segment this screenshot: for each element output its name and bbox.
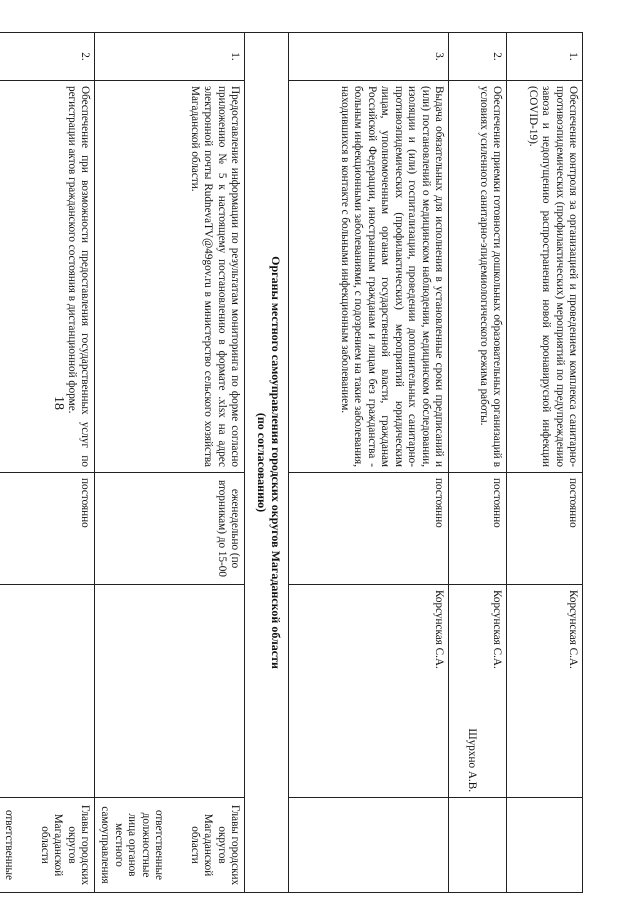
- empty-cell: [95, 585, 245, 798]
- measure-text: Обеспечение приемки готовности дошкольных образовательных организаций в условиях усиленного санитарно-эпидемиологического режима работы.: [449, 81, 507, 473]
- responsible-heads: Главы городских округов Магаданской области: [188, 804, 241, 886]
- responsible-person: Корсунская С.А.: [433, 590, 445, 669]
- measure-text: Обеспечение контроля за организацией и проведением комплекса санитарно-противоэпидемических (профилактических) мероприятий по предупреждению завоза и недопущению распространения новой коронавирусной инфекции (COVID-19).: [507, 81, 583, 473]
- responsible-person: Шурхно А.В.: [465, 728, 478, 792]
- responsible-officials: ответственные должностные лица органов местного самоуправления: [99, 806, 166, 884]
- section-title: Органы местного самоуправления городских округов Магаданской области: [269, 256, 283, 669]
- empty-cell: [449, 798, 507, 893]
- row-number: 1.: [95, 33, 245, 81]
- period-cell: постоянно: [0, 473, 95, 585]
- measures-table: [0, 32, 583, 893]
- section-header-row: [245, 33, 289, 893]
- measure-text: Обеспечение при возможности предоставления государственных услуг по регистрации актов гражданского состояния в дистанционной форме.: [0, 81, 95, 473]
- period-cell: постоянно: [289, 473, 449, 585]
- responsible-person: Корсунская С.А.: [491, 590, 503, 669]
- responsible-heads: Главы городских округов Магаданской области: [38, 804, 92, 886]
- empty-cell: [289, 798, 449, 893]
- responsible-officials: ответственные: [3, 809, 16, 881]
- table-row: [507, 33, 583, 893]
- row-number: 1.: [507, 33, 583, 81]
- period-cell: постоянно: [507, 473, 583, 585]
- empty-cell: [0, 585, 95, 798]
- table-row: [0, 33, 95, 893]
- table-row: [289, 33, 449, 893]
- table-row: [449, 33, 507, 893]
- section-subtitle: (по согласованию): [254, 412, 269, 513]
- empty-cell: [507, 798, 583, 893]
- responsible-person: Корсунская С.А.: [567, 590, 579, 669]
- responsible-cell: [0, 798, 95, 893]
- responsible-cell: [449, 585, 507, 798]
- row-number: 3.: [289, 33, 449, 81]
- period-cell: постоянно: [449, 473, 507, 585]
- row-number: 2.: [0, 33, 95, 81]
- period-cell: еженедельно (по вторникам) до 15-00: [95, 473, 245, 585]
- row-number: 2.: [449, 33, 507, 81]
- responsible-cell: [289, 585, 449, 798]
- page-number: 18: [51, 396, 66, 410]
- responsible-cell: [95, 798, 245, 893]
- measure-text: Выдача обязательных для исполнения в установленные сроки предписаний и (или) постановлений о медицинском наблюдении, медицинском обследовании, изоляции и (или) госпитализации, проведении дополнительных санитарно-противоэпидемических (профилактических) мероприятий юридическим лицам, уполномоченным органам государственной власти, гражданам Российской Федерации, иностранным гражданам и лицам без гражданства - больным инфекционными заболеваниями, с подозрением на такие заболевания, находившихся в контакте с больными инфекционным заболеванием.: [289, 81, 449, 473]
- responsible-cell: [507, 585, 583, 798]
- section-header: [245, 33, 289, 893]
- table-row: [95, 33, 245, 893]
- measure-text: Предоставление информации по результатам мониторинга по форме согласно приложению № 5 к настоящему постановлению в формате .xlsx на адрес электронной почты RudnevaTV@49gov.ru в министерство сельского хозяйства Магаданской области.: [95, 81, 245, 473]
